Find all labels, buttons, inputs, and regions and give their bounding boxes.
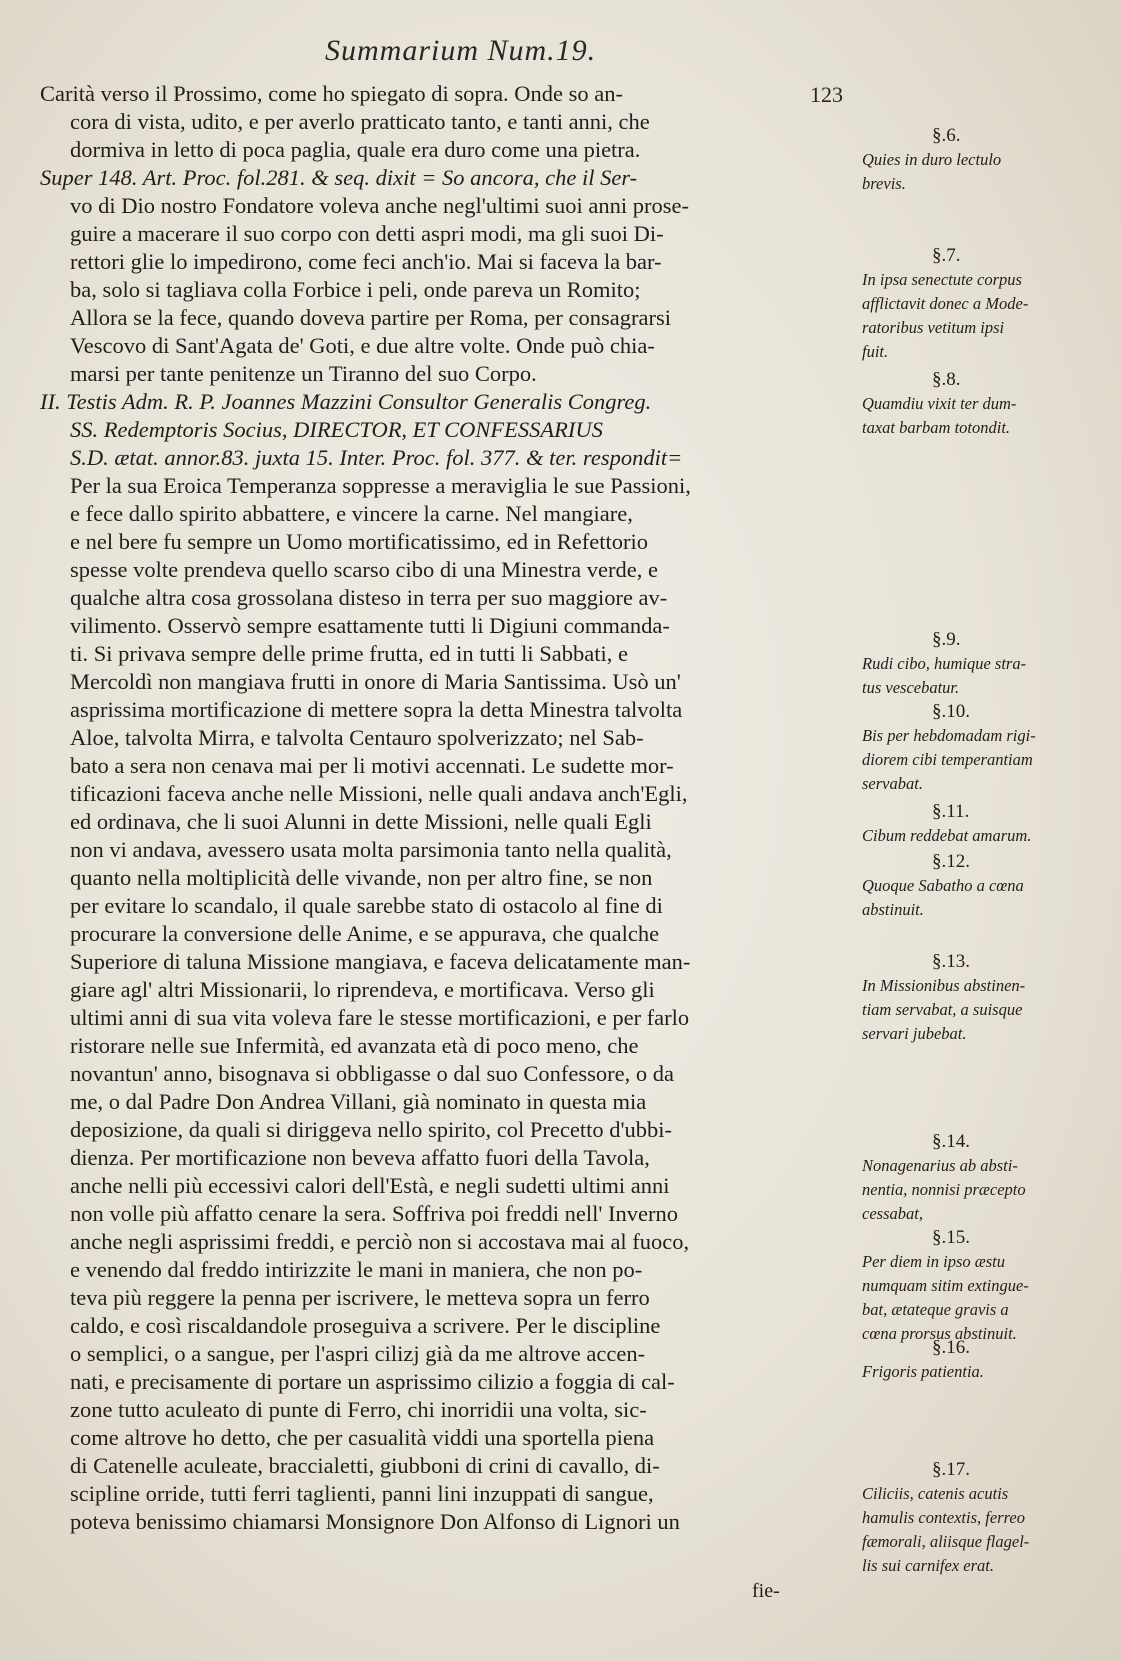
margin-note-line: tus vescebatur. [862, 678, 960, 697]
margin-note-line: Nonagenarius ab absti- [862, 1156, 1018, 1175]
margin-note-line: Frigoris patientia. [862, 1362, 984, 1381]
text-line: guire a macerare il suo corpo con detti aspri modi, ma gli suoi Di- [70, 221, 664, 246]
text-line: deposizione, da quali si diriggeva nello spirito, col Precetto d'ubbi- [70, 1117, 673, 1142]
margin-note-line: brevis. [862, 174, 906, 193]
text-line: ba, solo si tagliava colla Forbice i peli, onde pareva un Romito; [70, 277, 641, 302]
text-line: per evitare lo scandalo, il quale sarebbe stato di ostacolo al fine di [70, 893, 663, 918]
margin-note-line: Cibum reddebat amarum. [862, 826, 1032, 845]
margin-note-11 [862, 800, 1102, 848]
text-line: bato a sera non cenava mai per li motivi accennati. Le sudette mor- [70, 753, 674, 778]
text-line: di Catenelle aculeate, braccialetti, giubboni di crini di cavallo, di- [70, 1453, 660, 1478]
text-line: me, o dal Padre Don Andrea Villani, già nominato in questa mia [70, 1089, 647, 1114]
margin-note-line: Bis per hebdomadam rigi- [862, 726, 1036, 745]
margin-note-12 [862, 850, 1102, 922]
margin-note-number: §.6. [932, 125, 961, 146]
text-line: ristorare nelle sue Infermità, ed avanzata età di poco meno, che [70, 1033, 639, 1058]
text-line: ed ordinava, che li suoi Alunni in dette Missioni, nelle quali Egli [70, 809, 652, 834]
text-line: poteva benissimo chiamarsi Monsignore Don Alfonso di Lignori un [70, 1509, 680, 1534]
margin-note-line: tiam servabat, a suisque [862, 1000, 1023, 1019]
margin-note-16 [862, 1336, 1102, 1384]
margin-note-7 [862, 244, 1102, 364]
margin-note-line: lis sui carnifex erat. [862, 1556, 994, 1575]
text-line: non volle più affatto cenare la sera. Soffriva poi freddi nell' Inverno [70, 1201, 679, 1226]
text-line: o semplici, o a sangue, per l'aspri cilizj già da me altrove accen- [70, 1341, 646, 1366]
text-line: marsi per tante penitenze un Tiranno del suo Corpo. [70, 361, 537, 386]
text-line: spesse volte prendeva quello scarso cibo di una Minestra verde, e [70, 557, 658, 582]
margin-note-line: Rudi cibo, humique stra- [862, 654, 1027, 673]
margin-note-line: Quoque Sabatho a cœna [862, 876, 1024, 895]
text-line: ti. Si privava sempre delle prime frutta, ed in tutti li Sabbati, e [70, 641, 628, 666]
text-line: zone tutto aculeato di punte di Ferro, chi inorridii una volta, sic- [70, 1397, 647, 1422]
margin-note-line: diorem cibi temperantiam [862, 750, 1033, 769]
margin-note-line: Per diem in ipso æstu [862, 1252, 1005, 1271]
text-line: vilimento. Osservò sempre esattamente tutti li Digiuni commanda- [70, 613, 670, 638]
text-line: come altrove ho detto, che per casualità viddi una sportella piena [70, 1425, 655, 1450]
text-line: asprissima mortificazione di mettere sopra la detta Minestra talvolta [70, 697, 683, 722]
text-line: cora di vista, udito, e per averlo pratticato tanto, e tanti anni, che [70, 109, 650, 134]
text-line: ultimi anni di sua vita voleva fare le stesse mortificazioni, e per farlo [70, 1005, 690, 1030]
text-line: Aloe, talvolta Mirra, e talvolta Centauro spolverizzato; nel Sab- [70, 725, 644, 750]
margin-note-line: cœna prorsus abstinuit. [862, 1324, 1017, 1343]
margin-note-line: bat, ætateque gravis a [862, 1300, 1009, 1319]
margin-note-line: Quamdiu vixit ter dum- [862, 394, 1017, 413]
margin-note-number: §.8. [932, 369, 961, 390]
text-line: teva più reggere la penna per iscrivere, le metteva sopra un ferro [70, 1285, 650, 1310]
margin-note-line: fuit. [862, 342, 889, 361]
margin-note-number: §.7. [932, 245, 961, 266]
text-line: anche negli asprissimi freddi, e perciò non si accostava mai al fuoco, [70, 1229, 690, 1254]
catchword: fie- [752, 1580, 780, 1602]
margin-note-line: In ipsa senectute corpus [862, 270, 1022, 289]
margin-note-number: §.11. [932, 801, 970, 822]
text-line: anche nelli più eccessivi calori dell'Està, e negli sudetti ultimi anni [70, 1173, 670, 1198]
margin-note-8 [862, 368, 1102, 440]
text-line: vo di Dio nostro Fondatore voleva anche negl'ultimi suoi anni prose- [70, 193, 689, 218]
margin-note-line: nentia, nonnisi præcepto [862, 1180, 1026, 1199]
text-line: Vescovo di Sant'Agata de' Goti, e due altre volte. Onde può chia- [70, 333, 655, 358]
text-line: e fece dallo spirito abbattere, e vincere la carne. Nel mangiare, [70, 501, 633, 526]
margin-note-line: Quies in duro lectulo [862, 150, 1002, 169]
margin-note-13 [862, 950, 1102, 1046]
text-line: non vi andava, avessero usata molta parsimonia tanto nella qualità, [70, 837, 672, 862]
margin-note-17 [862, 1458, 1102, 1578]
margin-note-line: abstinuit. [862, 900, 924, 919]
text-line: rettori glie lo impedirono, come feci anch'io. Mai si faceva la bar- [70, 249, 662, 274]
text-line: Carità verso il Prossimo, come ho spiegato di sopra. Onde so an- [40, 81, 624, 106]
margin-note-10 [862, 700, 1102, 796]
margin-note-6 [862, 124, 1102, 196]
text-line: Per la sua Eroica Temperanza soppresse a meraviglia le sue Passioni, [70, 473, 691, 498]
text-line: novantun' anno, bisognava si obbligasse o dal suo Confessore, o da [70, 1061, 674, 1086]
text-line: caldo, e così riscaldandole proseguiva a scrivere. Per le discipline [70, 1313, 661, 1338]
text-line: Super 148. Art. Proc. fol.281. & seq. dixit = So ancora, che il Ser- [40, 165, 638, 190]
margin-note-line: hamulis contextis, ferreo [862, 1508, 1025, 1527]
text-line: quanto nella moltiplicità delle vivande, non per altro fine, se non [70, 865, 653, 890]
text-line: giare agl' altri Missionarii, lo riprendeva, e mortificava. Verso gli [70, 977, 655, 1002]
margin-note-number: §.10. [932, 701, 970, 722]
margin-note-line: cessabat, [862, 1204, 923, 1223]
witness-heading-line: SS. Redemptoris Socius, DIRECTOR, ET CONFESSARIUS [70, 417, 603, 442]
margin-note-line: taxat barbam totondit. [862, 418, 1011, 437]
text-line: qualche altra cosa grossolana disteso in terra per suo maggiore av- [70, 585, 668, 610]
margin-note-number: §.14. [932, 1131, 970, 1152]
margin-note-line: afflictavit donec a Mode- [862, 294, 1029, 313]
margin-note-number: §.16. [932, 1337, 970, 1358]
margin-note-15 [862, 1226, 1102, 1346]
margin-note-line: servabat. [862, 774, 923, 793]
text-line: tificazioni faceva anche nelle Missioni, nelle quali andava anch'Egli, [70, 781, 688, 806]
margin-note-14 [862, 1130, 1102, 1226]
main-text-block [40, 80, 850, 1536]
text-line: dienza. Per mortificazione non beveva affatto fuori della Tavola, [70, 1145, 650, 1170]
margin-note-number: §.9. [932, 629, 961, 650]
margin-note-number: §.13. [932, 951, 970, 972]
text-line: e venendo dal freddo intirizzite le mani in maniera, che non po- [70, 1257, 643, 1282]
witness-heading-line: S.D. ætat. annor.83. juxta 15. Inter. Proc. fol. 377. & ter. respondit= [70, 445, 683, 470]
text-line: procurare la conversione delle Anime, e se appurava, che qualche [70, 921, 660, 946]
witness-heading-line: II. Testis Adm. R. P. Joannes Mazzini Consultor Generalis Congreg. [40, 389, 652, 414]
running-header: Summarium Num.19. [325, 34, 597, 67]
margin-note-number: §.15. [932, 1227, 970, 1248]
margin-note-line: Ciliciis, catenis acutis [862, 1484, 1009, 1503]
margin-note-line: numquam sitim extingue- [862, 1276, 1029, 1295]
text-line: nati, e precisamente di portare un asprissimo cilizio a foggia di cal- [70, 1369, 675, 1394]
page-number: 123 [810, 82, 843, 107]
text-line: e nel bere fu sempre un Uomo mortificatissimo, ed in Refettorio [70, 529, 648, 554]
margin-note-line: In Missionibus abstinen- [862, 976, 1026, 995]
margin-note-number: §.17. [932, 1459, 970, 1480]
text-line: Superiore di taluna Missione mangiava, e faceva delicatamente man- [70, 949, 691, 974]
margin-note-9 [862, 628, 1102, 700]
margin-note-line: ratoribus vetitum ipsi [862, 318, 1005, 337]
text-line: dormiva in letto di poca paglia, quale era duro come una pietra. [70, 137, 641, 162]
margin-note-line: fæmorali, aliisque flagel- [862, 1532, 1030, 1551]
text-line: scipline orride, tutti ferri taglienti, panni lini inzuppati di sangue, [70, 1481, 654, 1506]
text-line: Mercoldì non mangiava frutti in onore di Maria Santissima. Usò un' [70, 669, 681, 694]
margin-note-number: §.12. [932, 851, 970, 872]
margin-note-line: servari jubebat. [862, 1024, 967, 1043]
text-line: Allora se la fece, quando doveva partire per Roma, per consagrarsi [70, 305, 671, 330]
